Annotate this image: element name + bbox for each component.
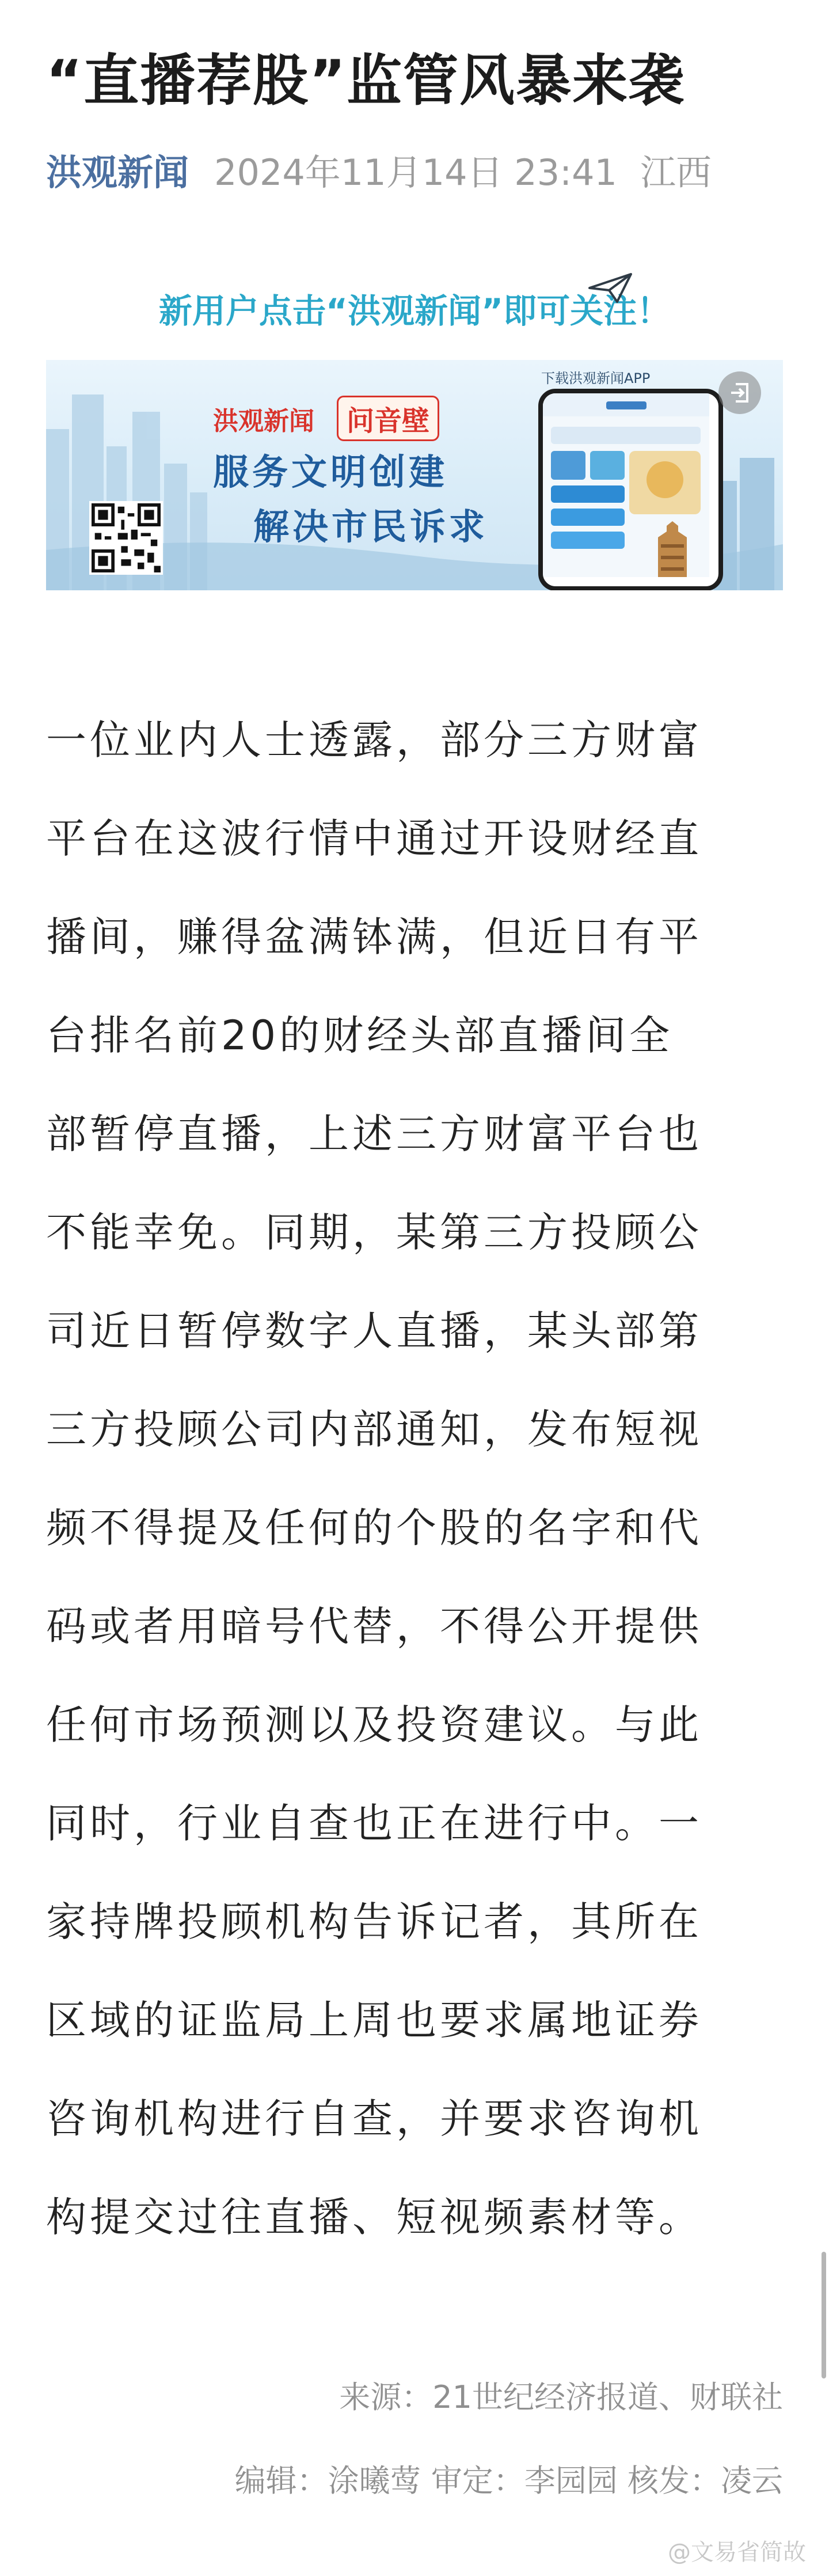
download-app-text: 下载洪观新闻APP — [541, 370, 651, 386]
article-body — [46, 691, 789, 2267]
article-body-line: 咨询机构进行自查，并要求咨询机 — [46, 2095, 702, 2142]
source-credit: 来源：21世纪经济报道、财联社 — [339, 2379, 783, 2415]
article-meta — [46, 147, 712, 199]
phone-screen-image — [543, 393, 709, 577]
article-title: “直播荐股”监管风暴来袭 — [46, 48, 686, 113]
banner-slogan-line2: 解决市民诉求 — [253, 506, 489, 548]
article-body-line: 平台在这波行情中通过开设财经直 — [46, 815, 702, 862]
exit-icon — [718, 371, 761, 414]
qr-code-image — [89, 501, 163, 575]
article-body-line: 台排名前20的财经头部直播间全 — [46, 1012, 674, 1059]
article-body-line: 家持牌投顾机构告诉记者，其所在 — [46, 1898, 702, 1945]
editor-credit: 编辑：涂曦莺 审定：李园园 核发：凌云 — [234, 2463, 783, 2499]
phone-mockup-image — [538, 389, 723, 590]
banner-brand-logo: 洪观新闻 — [213, 407, 314, 436]
promo-banner[interactable] — [46, 360, 783, 590]
banner-badge: 问音壁 — [337, 396, 439, 441]
article-body-line: 三方投顾公司内部通知，发布短视 — [46, 1406, 702, 1453]
article-body-line: 播间，赚得盆满钵满，但近日有平 — [46, 913, 702, 961]
follow-prompt-link[interactable]: 新用户点击“洪观新闻”即可关注！ — [158, 291, 671, 331]
article-body-line: 码或者用暗号代替，不得公开提供 — [46, 1603, 702, 1650]
article-body-line: 频不得提及任何的个股的名字和代 — [46, 1504, 702, 1551]
region-label: 江西 — [640, 151, 712, 194]
article-body-line: 部暂停直播，上述三方财富平台也 — [46, 1110, 702, 1158]
paper-plane-icon — [587, 271, 633, 305]
article-body-line: 司近日暂停数字人直播，某头部第 — [46, 1307, 702, 1355]
article-body-line: 任何市场预测以及投资建议。与此 — [46, 1701, 702, 1748]
article-body-line: 同时，行业自查也正在进行中。一 — [46, 1800, 702, 1847]
watermark-text: @文易省简故 — [668, 2539, 806, 2566]
source-name-link[interactable]: 洪观新闻 — [46, 151, 189, 194]
publish-date: 2024年11月14日 23:41 — [214, 151, 617, 194]
article-body-line: 构提交过往直播、短视频素材等。 — [46, 2194, 702, 2241]
scrollbar-thumb[interactable] — [822, 2252, 826, 2378]
article-body-line: 一位业内人士透露，部分三方财富 — [46, 716, 702, 764]
article-body-line: 区域的证监局上周也要求属地证券 — [46, 1997, 702, 2044]
banner-slogan-line1: 服务文明创建 — [213, 451, 448, 493]
banner-exit-button[interactable] — [718, 371, 761, 414]
article-body-line: 不能幸免。同期，某第三方投顾公 — [46, 1209, 702, 1256]
